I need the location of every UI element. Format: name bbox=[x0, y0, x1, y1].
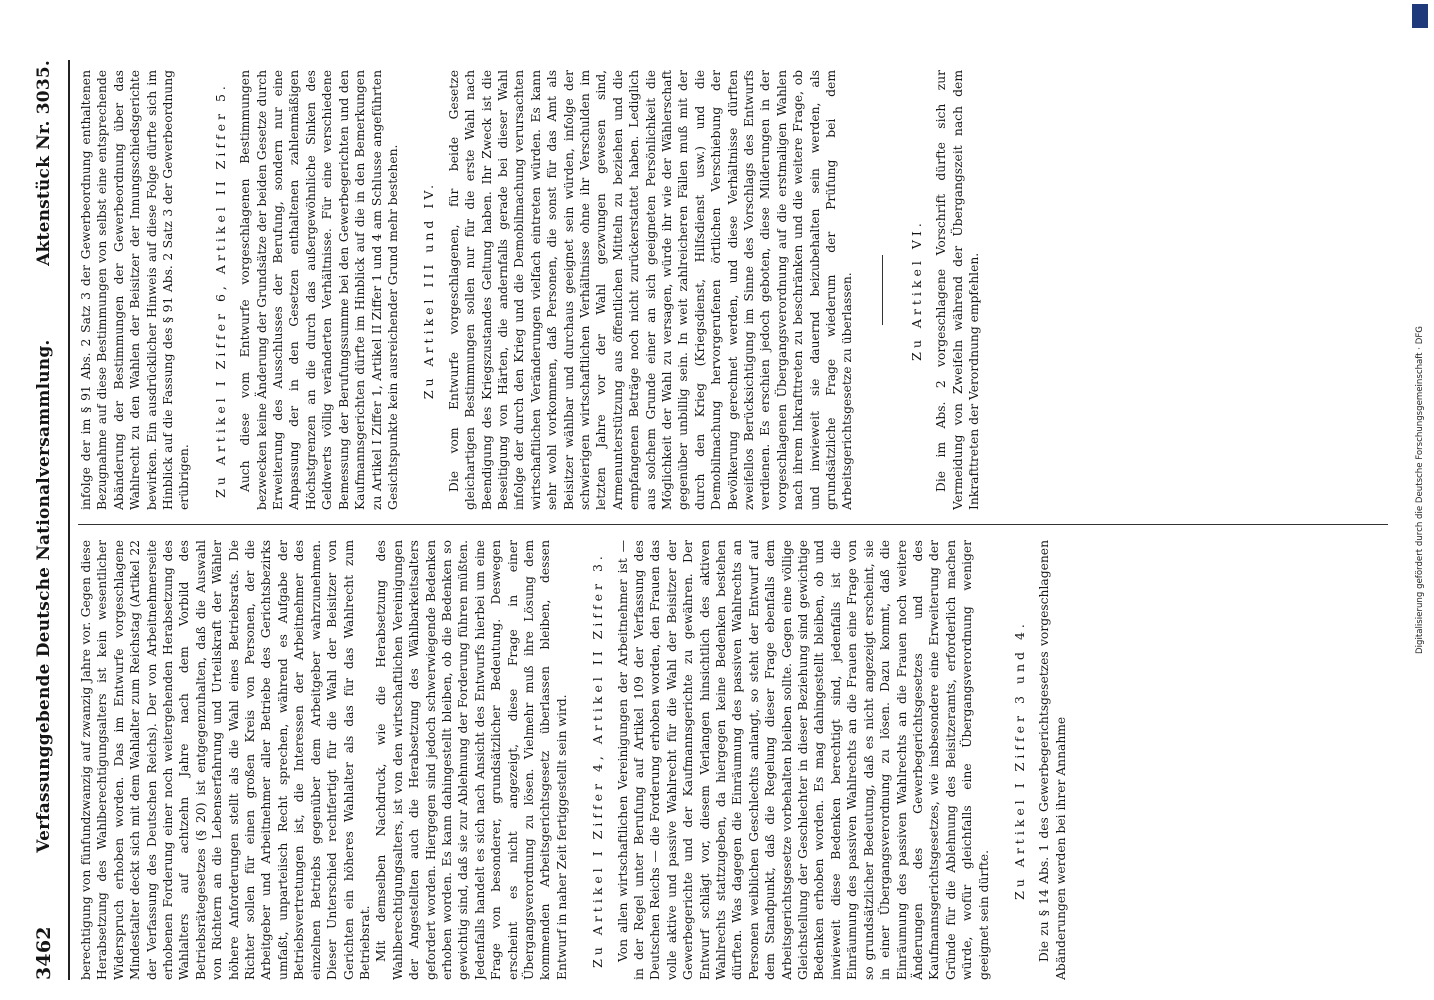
paragraph: infolge der im § 91 Abs. 2 Satz 3 der Gewerbeordnung enthaltenen Bezugnahme auf diese Bestimmungen von selbst eine entsprechende Abänderung der Bestimmungen der Gewerbeordnung über das Wahlrecht zu den Wahlen der Beisitzer der Innungsschiedsgerichte bewirken. Ein ausdrücklicher Hinweis auf diese Folge dürfte sich im Hinblick auf die Fassung des § 91 Abs. 2 Satz 3 der Gewerbeordnung erübrigen. bbox=[79, 70, 192, 510]
separator-line bbox=[882, 255, 883, 325]
page-title: Verfassunggebende Deutsche Nationalversammlung. bbox=[34, 339, 54, 853]
paragraph: Die vom Entwurfe vorgeschlagenen, für beide Gesetze gleichartigen Bestimmungen sollen nur für die erste Wahl nach Beendigung des Kriegszustandes Geltung haben. Ihr Zweck ist die Beseitigung von Härten, die andernfalls gerade bei dieser Wahl infolge der durch den Krieg und die Demobilmachung verursachten wirtschaftlichen Veränderungen vielfach eintreten würden. Es kann sehr wohl vorkommen, daß Personen, die sonst für das Amt als Beisitzer wählbar und durchaus geeignet sein würden, infolge der schwierigen wirtschaftlichen Verhältnisse ohne ihr Verschulden im letzten Jahre vor der Wahl gezwungen gewesen sind, Armenunterstützung aus öffentlichen Mitteln zu beziehen und die empfangenen Beträge noch nicht zurückerstattet haben. Lediglich aus solchem Grunde einer an sich geeigneten Persönlichkeit die Möglichkeit der Wahl zu versagen, würde ihr wie der Wählerschaft gegenüber unbillig sein. In weit zahlreicheren Fällen muß mit der durch den Krieg (Kriegsdienst, Hilfsdienst usw.) und die Demobilmachung hervorgerufenen örtlichen Verschiebung der Bevölkerung gerechnet werden, und diese Verhältnisse dürften zweifellos Berücksichtigung im Sinne des Vorschlags des Entwurfs verdienen. Es erschien jedoch geboten, diese Milderungen in der vorgeschlagenen Übergangsverordnung auf die erstmaligen Wahlen nach ihrem Inkrafttreten zu beschränken und die weitere Frage, ob und inwieweit sie dauernd beizubehalten sein werden, als grundsätzliche Frage wiederum der Prüfung bei dem Arbeitsgerichtsgesetze zu überlassen. bbox=[446, 70, 855, 510]
document-number: Aktenstück Nr. 3035. bbox=[34, 60, 54, 266]
page-number: 3462 bbox=[33, 926, 55, 980]
paragraph: Mit demselben Nachdruck, wie die Herabsetzung des Wahlberechtigungsalters, ist von den wirtschaftlichen Vereinigungen der Angestellten auch die Herabsetzung des Wählbarkeitsalters gefordert worden. Hiergegen sind jedoch schwerwiegende Bedenken erhoben worden. Es kann dahingestellt bleiben, ob die Bedenken so gewichtig sind, daß sie zur Ablehnung der Forderung führen müßten. Jedenfalls handelt es sich nach Ansicht des Entwurfs hierbei um eine Frage von besonderer, grundsätzlicher Bedeutung. Deswegen erscheint es nicht angezeigt, diese Frage in einer Übergangsverordnung zu lösen. Vielmehr muß ihre Lösung dem kommenden Arbeitsgerichtsgesetz überlassen bleiben, dessen Entwurf in naher Zeit fertiggestellt sein wird. bbox=[374, 540, 569, 980]
paragraph: Die im Abs. 2 vorgeschlagene Vorschrift dürfte sich zur Vermeidung von Zweifeln während der Übergangszeit nach dem Inkrafttreten der Verordnung empfehlen. bbox=[934, 70, 982, 510]
section-heading: Zu Artikel VI. bbox=[908, 219, 924, 361]
header-rule bbox=[68, 60, 70, 980]
section-heading: Zu Artikel III und IV. bbox=[421, 180, 437, 400]
dfg-logo bbox=[1412, 4, 1428, 28]
section-heading: Zu Artikel I Ziffer 3 und 4. bbox=[1011, 620, 1027, 900]
section-heading: Zu Artikel I Ziffer 6, Artikel II Ziffer 5. bbox=[212, 82, 228, 498]
paragraph: Die zu § 14 Abs. 1 des Gewerbegerichtsgesetzes vorgeschlagenen Abänderungen werden bei ihrer Annahme bbox=[1037, 540, 1068, 980]
digitization-note bbox=[1412, 300, 1428, 680]
document-page bbox=[20, 60, 1400, 980]
paragraph: Von allen wirtschaftlichen Vereinigungen der Arbeitnehmer ist — in der Regel unter Berufung auf Artikel 109 der Verfassung des Deutschen Reichs — die Forderung erhoben worden, den Frauen das volle aktive und passive Wahlrecht für die Wahl der Beisitzer der Gewerbegerichte und der Kaufmannsgerichte zu gewähren. Der Entwurf schlägt vor, diesem Verlangen hinsichtlich des aktiven Wahlrechts stattzugeben, da hiergegen keine Bedenken bestehen dürften. Was dagegen die Einräumung des passiven Wahlrechts an Personen weiblichen Geschlechts anlangt, so steht der Entwurf auf dem Standpunkt, daß die Regelung dieser Frage ebenfalls dem Arbeitsgerichtsgesetze vorbehalten bleiben sollte. Gegen eine völlige Gleichstellung der Geschlechter in dieser Beziehung sind gewichtige Bedenken erhoben worden. Es mag dahingestellt bleiben, ob und inwieweit diese Bedenken berechtigt sind, jedenfalls ist die Einräumung des passiven Wahlrechts an die Frauen eine Frage von so grundsätzlicher Bedeutung, daß es nicht angezeigt erscheint, sie in einer Übergangsverordnung zu lösen. Dazu kommt, daß die Einräumung des passiven Wahlrechts an die Frauen noch weitere Änderungen des Gewerbegerichtsgesetzes und des Kaufmannsgerichtsgesetzes, wie insbesondere eine Erweiterung der Gründe für die Ablehnung des Beisitzeramts, erforderlich machen würde, wofür gleichfalls eine Übergangsverordnung weniger geeignet sein dürfte. bbox=[615, 540, 991, 980]
paragraph: Auch diese vom Entwurfe vorgeschlagenen Bestimmungen bezwecken keine Änderung der Grundsätze der beiden Gesetze durch Erweiterung des Ausschlusses der Berufung, sondern nur eine Anpassung der in den Gesetzen enthaltenen zahlenmäßigen Höchstgrenzen an die durch das außergewöhnliche Sinken des Geldwerts völlig veränderten Verhältnisse. Für eine verschiedene Bemessung der Berufungssumme bei den Gewerbegerichten und den Kaufmannsgerichten dürfte im Hinblick auf die in den Bemerkungen zu Artikel I Ziffer 1, Artikel II Ziffer 1 und 4 am Schlusse angeführten Gesichtspunkte kein ausreichender Grund mehr bestehen. bbox=[238, 70, 400, 510]
left-column bbox=[78, 540, 1388, 980]
page-header bbox=[20, 60, 68, 980]
paragraph: berechtigung von fünfundzwanzig auf zwanzig Jahre vor. Gegen diese Herabsetzung des Wahlberechtigungsalters ist kein wesentlicher Widerspruch erhoben worden. Das im Entwurfe vorgeschlagene Mindestalter deckt sich mit dem Wahlalter zum Reichstag (Artikel 22 der Verfassung des Deutschen Reichs). Der von Arbeitnehmerseite erhobenen Forderung einer noch weitergehenden Herabsetzung des Wahlalters auf achtzehn Jahre nach dem Vorbild des Betriebsrätegesetzes (§ 20) ist entgegenzuhalten, daß die Auswahl von Richtern an die Lebenserfahrung und Urteilskraft der Wähler höhere Anforderungen stellt als die Wahl eines Betriebsrats. Die Richter sollen für einen großen Kreis von Personen, der die Arbeitgeber und Arbeitnehmer aller Betriebe des Gerichtsbezirks umfaßt, unparteiisch Recht sprechen, während es Aufgabe der Betriebsvertretungen ist, die Interessen der Arbeitnehmer des einzelnen Betriebs gegenüber dem Arbeitgeber wahrzunehmen. Dieser Unterschied rechtfertigt für die Wahl der Beisitzer von Gerichten ein höheres Wahlalter als das für das Wahlrecht zum Betriebsrat. bbox=[79, 540, 372, 980]
right-column bbox=[78, 70, 1388, 510]
column-divider bbox=[78, 524, 1388, 525]
section-heading: Zu Artikel I Ziffer 4, Artikel II Ziffer 3. bbox=[590, 552, 606, 968]
digitization-note-text: Digitalisierung gefördert durch die Deutsche Forschungsgemeinschaft · DFG bbox=[1415, 326, 1425, 654]
